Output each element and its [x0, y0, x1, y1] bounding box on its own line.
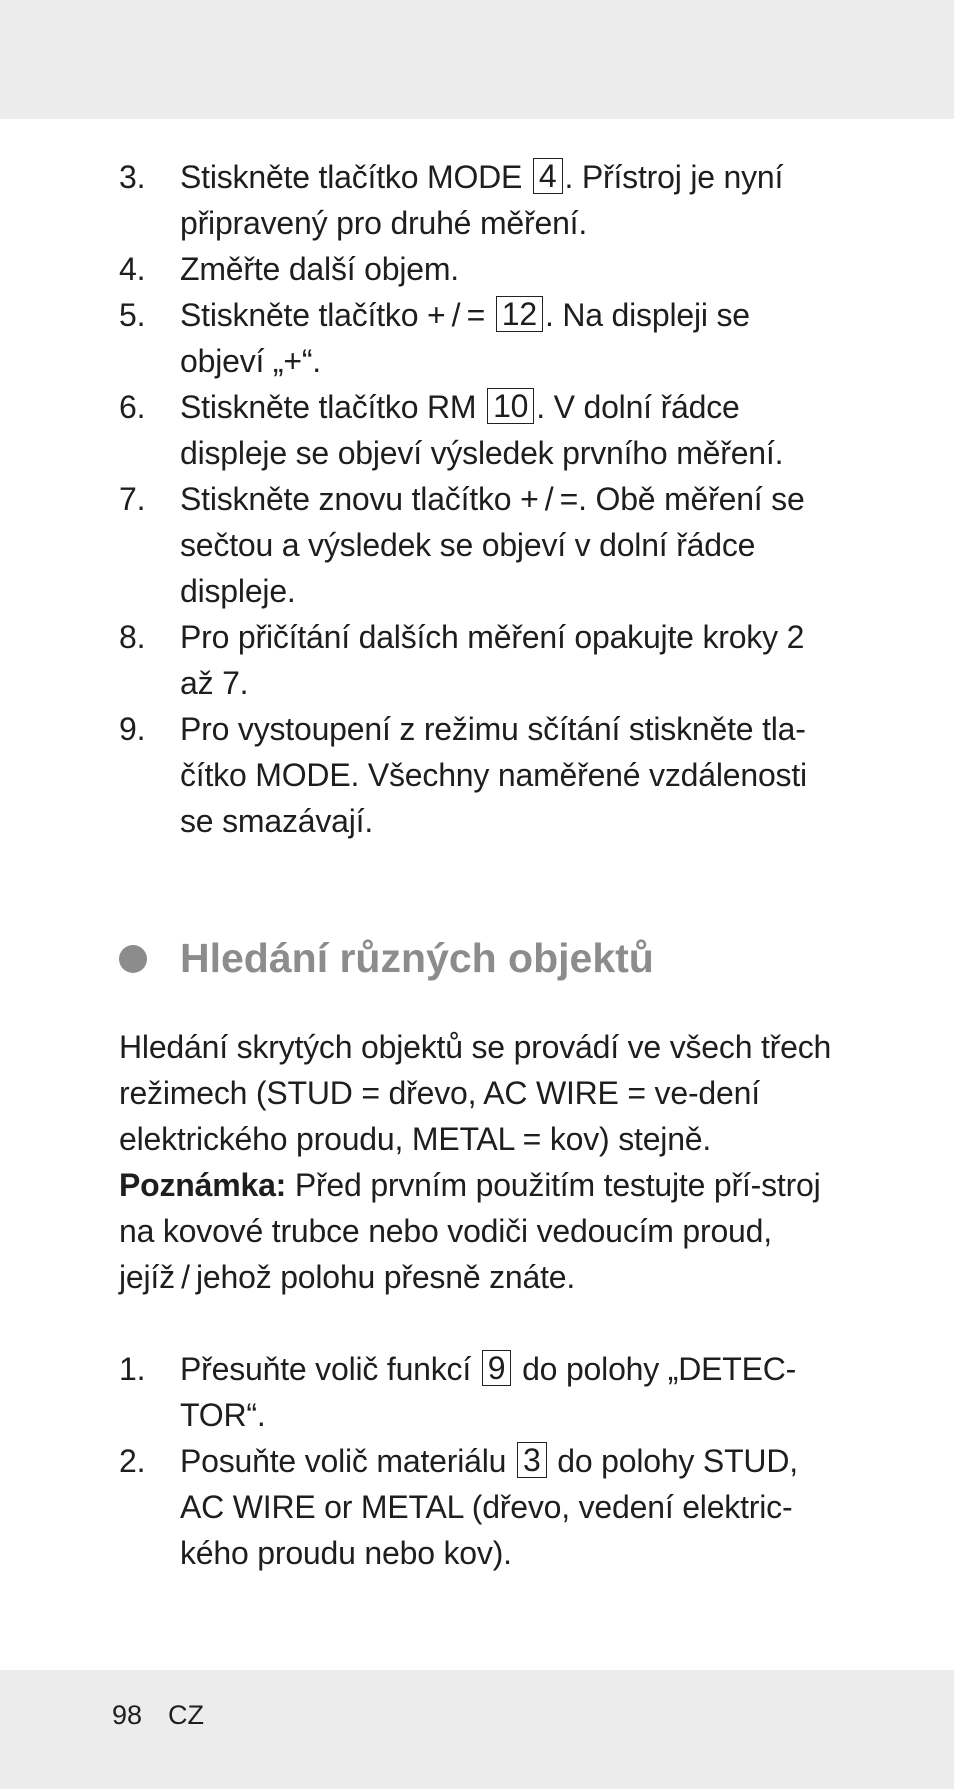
list-item: 2. Posuňte volič materiálu 3 do polohy STUD, AC WIRE or METAL (dřevo, vedení elektric-kého proudu nebo kov). [119, 1438, 839, 1576]
steps-list-detection [119, 1346, 839, 1576]
key-reference: 9 [482, 1350, 512, 1386]
page-number: 98 [112, 1700, 143, 1730]
step-number: 8. [119, 619, 146, 655]
list-item: 6. Stiskněte tlačítko RM 10 . V dolní řádce displeje se objeví výsledek prvního měření. [119, 384, 839, 476]
list-item: 4. Změřte další objem. [119, 246, 839, 292]
step-number: 2. [119, 1443, 146, 1479]
key-reference: 10 [487, 388, 534, 424]
section-heading [119, 932, 839, 984]
key-reference: 3 [517, 1442, 547, 1478]
note-label: Poznámka: [119, 1167, 287, 1203]
list-item: 1. Přesuňte volič funkcí 9 do polohy „DETEC-TOR“. [119, 1346, 839, 1438]
language-code: CZ [168, 1700, 205, 1730]
step-number: 4. [119, 251, 146, 287]
step-number: 7. [119, 481, 146, 517]
section-paragraph: Hledání skrytých objektů se provádí ve všech třech režimech (STUD = dřevo, AC WIRE = ve-dení elektrického proudu, METAL = kov) stejně. Poznámka: Před prvním použitím testujte pří-stroj na kovové trubce nebo vodiči vedoucím proud, jejíž / jehož polohu přesně znáte. [119, 1029, 832, 1295]
key-reference: 4 [533, 158, 563, 194]
list-item: 7. Stiskněte znovu tlačítko + / =. Obě měření se sečtou a výsledek se objeví v dolní řádce displeje. [119, 476, 839, 614]
key-reference: 12 [496, 296, 543, 332]
list-item: 9. Pro vystoupení z režimu sčítání stiskněte tla-čítko MODE. Všechny naměřené vzdálenosti se smazávají. [119, 706, 839, 844]
top-margin-band [0, 0, 954, 119]
step-number: 5. [119, 297, 146, 333]
page-content [119, 154, 839, 1576]
bullet-icon [119, 945, 147, 973]
step-number: 6. [119, 389, 146, 425]
list-item: 5. Stiskněte tlačítko + / = 12 . Na displeji se objeví „+“. [119, 292, 839, 384]
step-number: 3. [119, 159, 146, 195]
list-item: 8. Pro přičítání dalších měření opakujte kroky 2 až 7. [119, 614, 839, 706]
note-text: Před prvním použitím testujte pří-stroj na kovové trubce nebo vodiči vedoucím proud, jejíž / jehož polohu přesně znáte. [119, 1167, 821, 1295]
page-footer [112, 1700, 204, 1731]
list-item: 3. Stiskněte tlačítko MODE 4 . Přístroj je nyní připravený pro druhé měření. [119, 154, 839, 246]
step-number: 9. [119, 711, 146, 747]
steps-list-continued [119, 154, 839, 844]
section-title: Hledání různých objektů [180, 935, 654, 981]
step-number: 1. [119, 1351, 146, 1387]
